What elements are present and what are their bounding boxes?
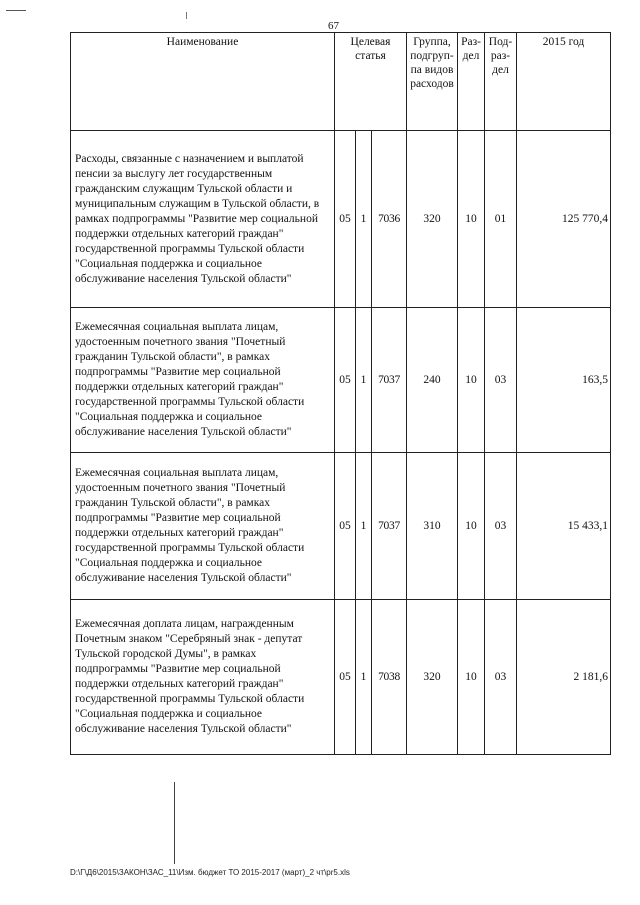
header-expense-group: Группа, подгруп- па видов расходов [407,33,458,131]
budget-table [70,32,611,755]
row-subsection: 03 [485,308,517,453]
scan-vertical-line [174,782,175,864]
row-code-program: 05 [335,600,356,755]
row-code-subprogram: 1 [356,308,372,453]
table-header-row [71,33,611,131]
row-amount: 125 770,4 [517,131,611,308]
table-row [71,453,611,600]
row-code-program: 05 [335,453,356,600]
row-section: 10 [458,453,485,600]
row-code-subprogram: 1 [356,131,372,308]
row-code-program: 05 [335,308,356,453]
row-name: Ежемесячная социальная выплата лицам, удостоенным почетного звания "Почетный гражданин Тульской области", в рамках подпрограммы "Развитие мер социальной поддержки отдельных категорий граждан" государственной программы Тульской области "Социальная поддержка и социальное обслуживание населения Тульской области" [71,453,335,600]
row-amount: 15 433,1 [517,453,611,600]
row-code-direction: 7037 [372,453,407,600]
scan-tick-mark [186,12,187,19]
row-subsection: 03 [485,600,517,755]
row-section: 10 [458,131,485,308]
row-subsection: 03 [485,453,517,600]
header-section: Раз- дел [458,33,485,131]
row-name: Ежемесячная социальная выплата лицам, удостоенным почетного звания "Почетный гражданин Тульской области", в рамках подпрограммы "Развитие мер социальной поддержки отдельных категорий граждан" государственной программы Тульской области "Социальная поддержка и социальное обслуживание населения Тульской области" [71,308,335,453]
row-code-direction: 7038 [372,600,407,755]
row-subsection: 01 [485,131,517,308]
table-row [71,308,611,453]
table-row [71,131,611,308]
table-row [71,600,611,755]
row-amount: 2 181,6 [517,600,611,755]
row-expense-type: 310 [407,453,458,600]
row-section: 10 [458,600,485,755]
header-name: Наименование [71,33,335,131]
header-year: 2015 год [517,33,611,131]
row-code-subprogram: 1 [356,600,372,755]
header-target-item: Целевая статья [335,33,407,131]
row-expense-type: 240 [407,308,458,453]
row-expense-type: 320 [407,600,458,755]
row-expense-type: 320 [407,131,458,308]
row-name: Расходы, связанные с назначением и выплатой пенсии за выслугу лет государственным гражданским служащим Тульской области и муниципальным служащим в Тульской области, в рамках подпрограммы "Развитие мер социальной поддержки отдельных категорий граждан" государственной программы Тульской области "Социальная поддержка и социальное обслуживание населения Тульской области" [71,131,335,308]
row-name: Ежемесячная доплата лицам, награжденным Почетным знаком "Серебряный знак - депутат Тульской городской Думы", в рамках подпрограммы "Развитие мер социальной поддержки отдельных категорий граждан" государственной программы Тульской области "Социальная поддержка и социальное обслуживание населения Тульской области" [71,600,335,755]
row-amount: 163,5 [517,308,611,453]
row-section: 10 [458,308,485,453]
footer-file-path: D:\Г\Д6\2015\ЗАКОН\ЗАС_11\Изм. бюджет ТО 2015-2017 (март)_2 чт\pr5.xls [70,868,350,877]
header-subsection: Под- раз- дел [485,33,517,131]
row-code-program: 05 [335,131,356,308]
row-code-subprogram: 1 [356,453,372,600]
page-number: 67 [328,20,339,32]
row-code-direction: 7036 [372,131,407,308]
corner-mark [6,10,26,11]
row-code-direction: 7037 [372,308,407,453]
